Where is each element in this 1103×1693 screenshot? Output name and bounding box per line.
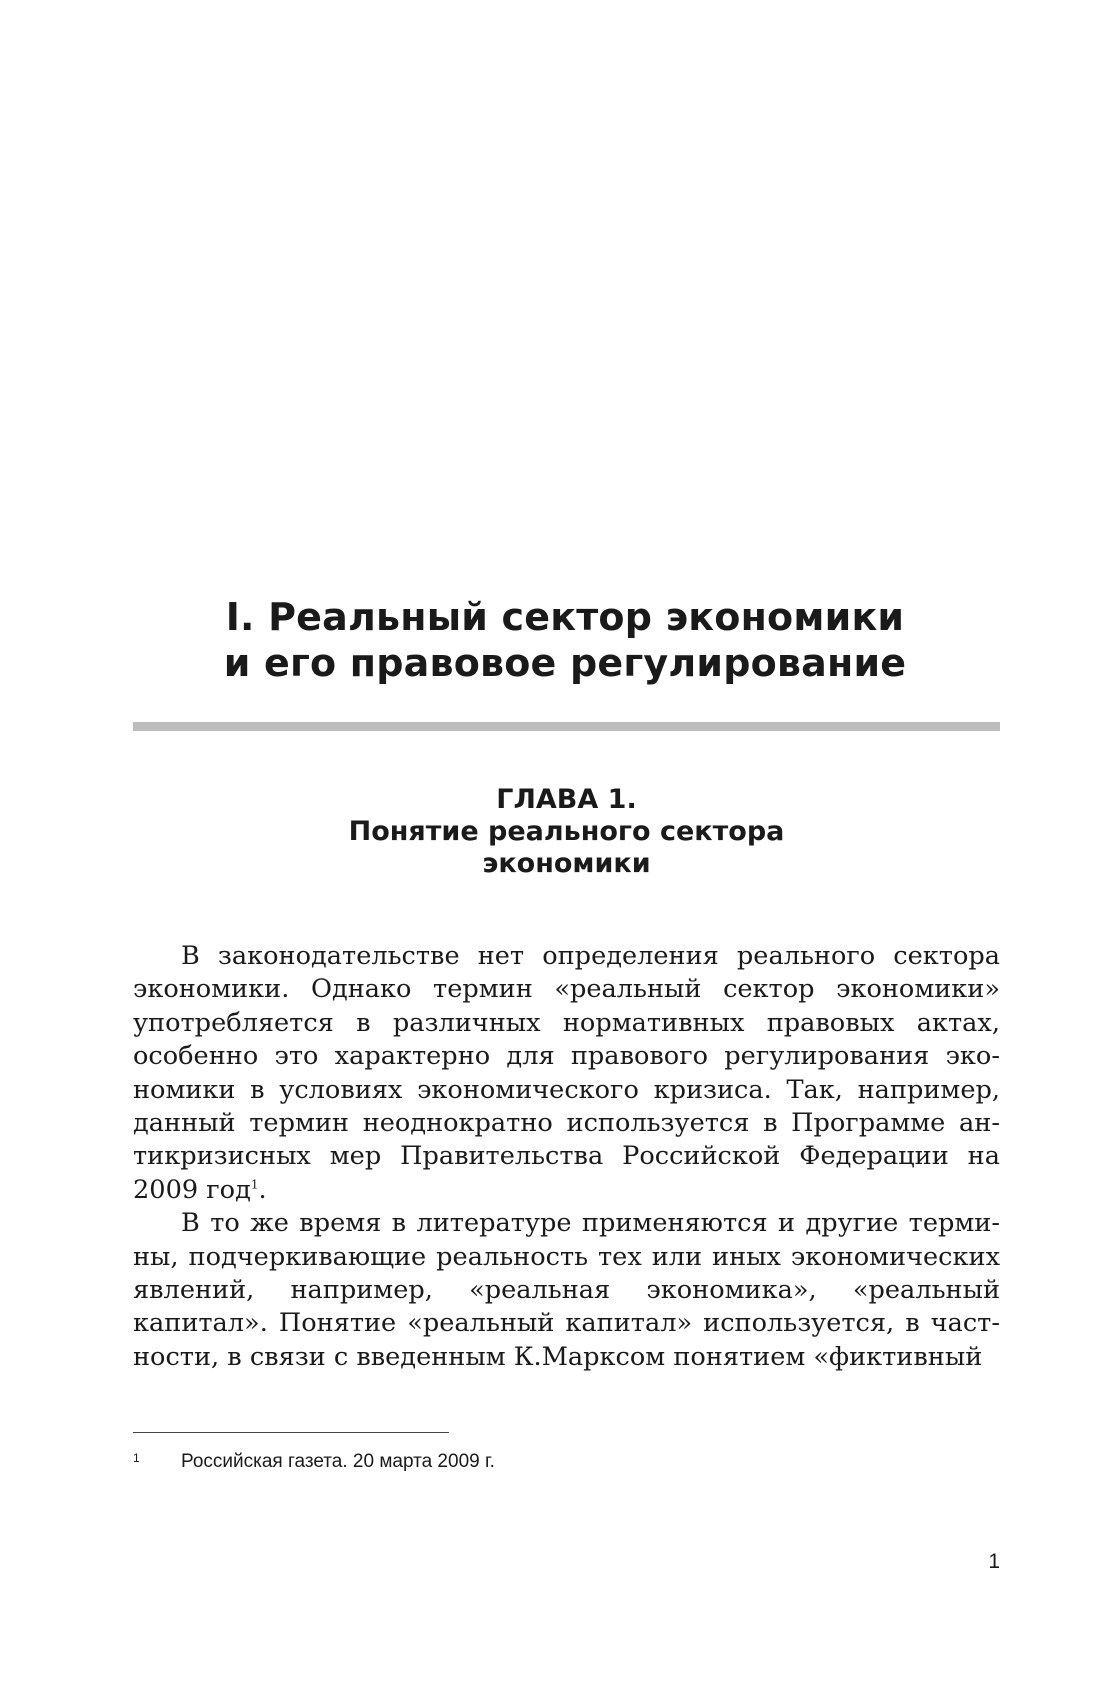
part-title [130,594,1000,686]
chapter-title-line-1: Понятие реального сектора [348,816,785,847]
chapter-heading [133,784,1000,880]
part-title-line-1: I. Реальный сектор экономики [225,595,905,639]
footnote-reference[interactable]: 1 [250,1177,259,1192]
paragraph-end: . [258,1174,267,1205]
paragraph-text: В законодательстве нет определения реального сектора экономики. Однако термин «реальный сектор экономики» употребляется в различных нормативных правовых актах, особенно это характерно для правового регулирования экономики в условиях экономического кризиса. Так, например, данный термин неоднократно используется в Программе антикризисных мер Правительства Российской Федерации на 2009 год [133,941,1000,1205]
chapter-title-line-2: экономики [482,848,651,879]
paragraph [133,940,1000,1207]
footnote-text: Российская газета. 20 марта 2009 г. [181,1451,495,1472]
footnote-divider [133,1432,449,1433]
paragraph [133,1207,1000,1374]
footnote [133,1450,1000,1474]
chapter-label: ГЛАВА 1. [496,784,637,815]
part-title-line-2: и его правовое регулирование [223,641,907,685]
footnote-number: 1 [133,1451,140,1465]
body-text [133,940,1000,1374]
page-number: 1 [988,1550,1000,1573]
paragraph-text: В то же время в литературе применяются и другие термины, подчеркивающие реальность тех или иных экономических явлений, например, «реальная экономика», «реальный капитал». Понятие «реальный капитал» используется, в частности, в связи с введенным К.Марксом понятием «фиктивный [133,1208,1000,1372]
section-divider [133,722,1000,731]
